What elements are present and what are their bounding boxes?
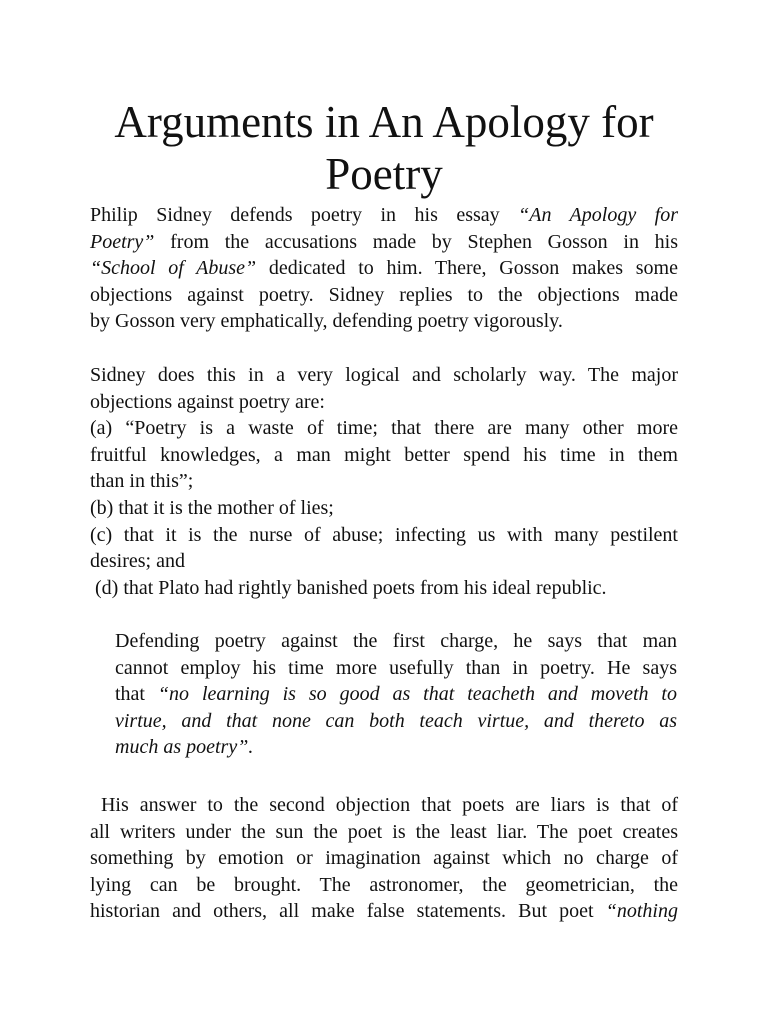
document-title: Arguments in An Apology for Poetry [114, 97, 654, 199]
paragraph-intro [90, 202, 678, 335]
paragraph-objections [90, 362, 678, 601]
intro-line-2: Poetry” from the accusations made by Stephen Gosson in his [90, 230, 678, 253]
second-objection-line-1: His answer to the second objection that poets are liars is that of [90, 794, 678, 816]
second-objection-line-3: something by emotion or imagination against which no charge of [90, 847, 678, 870]
intro-line-1: Philip Sidney defends poetry in his essay “An Apology for [90, 204, 679, 226]
paragraph-second-objection [90, 792, 678, 925]
objection-a-line-2: fruitful knowledges, a man might better spend his time in them [90, 443, 678, 466]
objection-b: (b) that it is the mother of lies; [90, 496, 334, 519]
objection-a-line-3: than in this”; [90, 470, 194, 493]
intro-line-3: “School of Abuse” dedicated to him. There, Gosson makes some [90, 257, 678, 280]
intro-line-5: by Gosson very emphatically, defending poetry vigorously. [90, 310, 563, 333]
first-charge-line-3: that “no learning is so good as that teacheth and moveth to [115, 683, 677, 706]
objections-line-1: Sidney does this in a very logical and scholarly way. The major [90, 364, 678, 386]
paragraph-first-charge [115, 628, 677, 761]
first-charge-line-1: Defending poetry against the first charge, he says that man [115, 630, 677, 652]
first-charge-line-2: cannot employ his time more usefully than in poetry. He says [115, 656, 677, 679]
intro-line-4: objections against poetry. Sidney replies to the objections made [90, 283, 678, 306]
objection-d: (d) that Plato had rightly banished poets from his ideal republic. [90, 576, 607, 599]
first-charge-line-4: virtue, and that none can both teach virtue, and thereto as [115, 709, 677, 732]
objection-a-line-1: (a) “Poetry is a waste of time; that there are many other more [90, 417, 678, 440]
first-charge-line-5: much as poetry”. [115, 736, 254, 759]
second-objection-line-2: all writers under the sun the poet is the least liar. The poet creates [90, 820, 678, 843]
second-objection-line-4: lying can be brought. The astronomer, the geometrician, the [90, 873, 678, 896]
objection-c-line-1: (c) that it is the nurse of abuse; infecting us with many pestilent [90, 523, 678, 546]
objection-c-line-2: desires; and [90, 550, 185, 573]
second-objection-line-5: historian and others, all make false statements. But poet “nothing [90, 900, 678, 923]
objections-line-2: objections against poetry are: [90, 390, 325, 413]
